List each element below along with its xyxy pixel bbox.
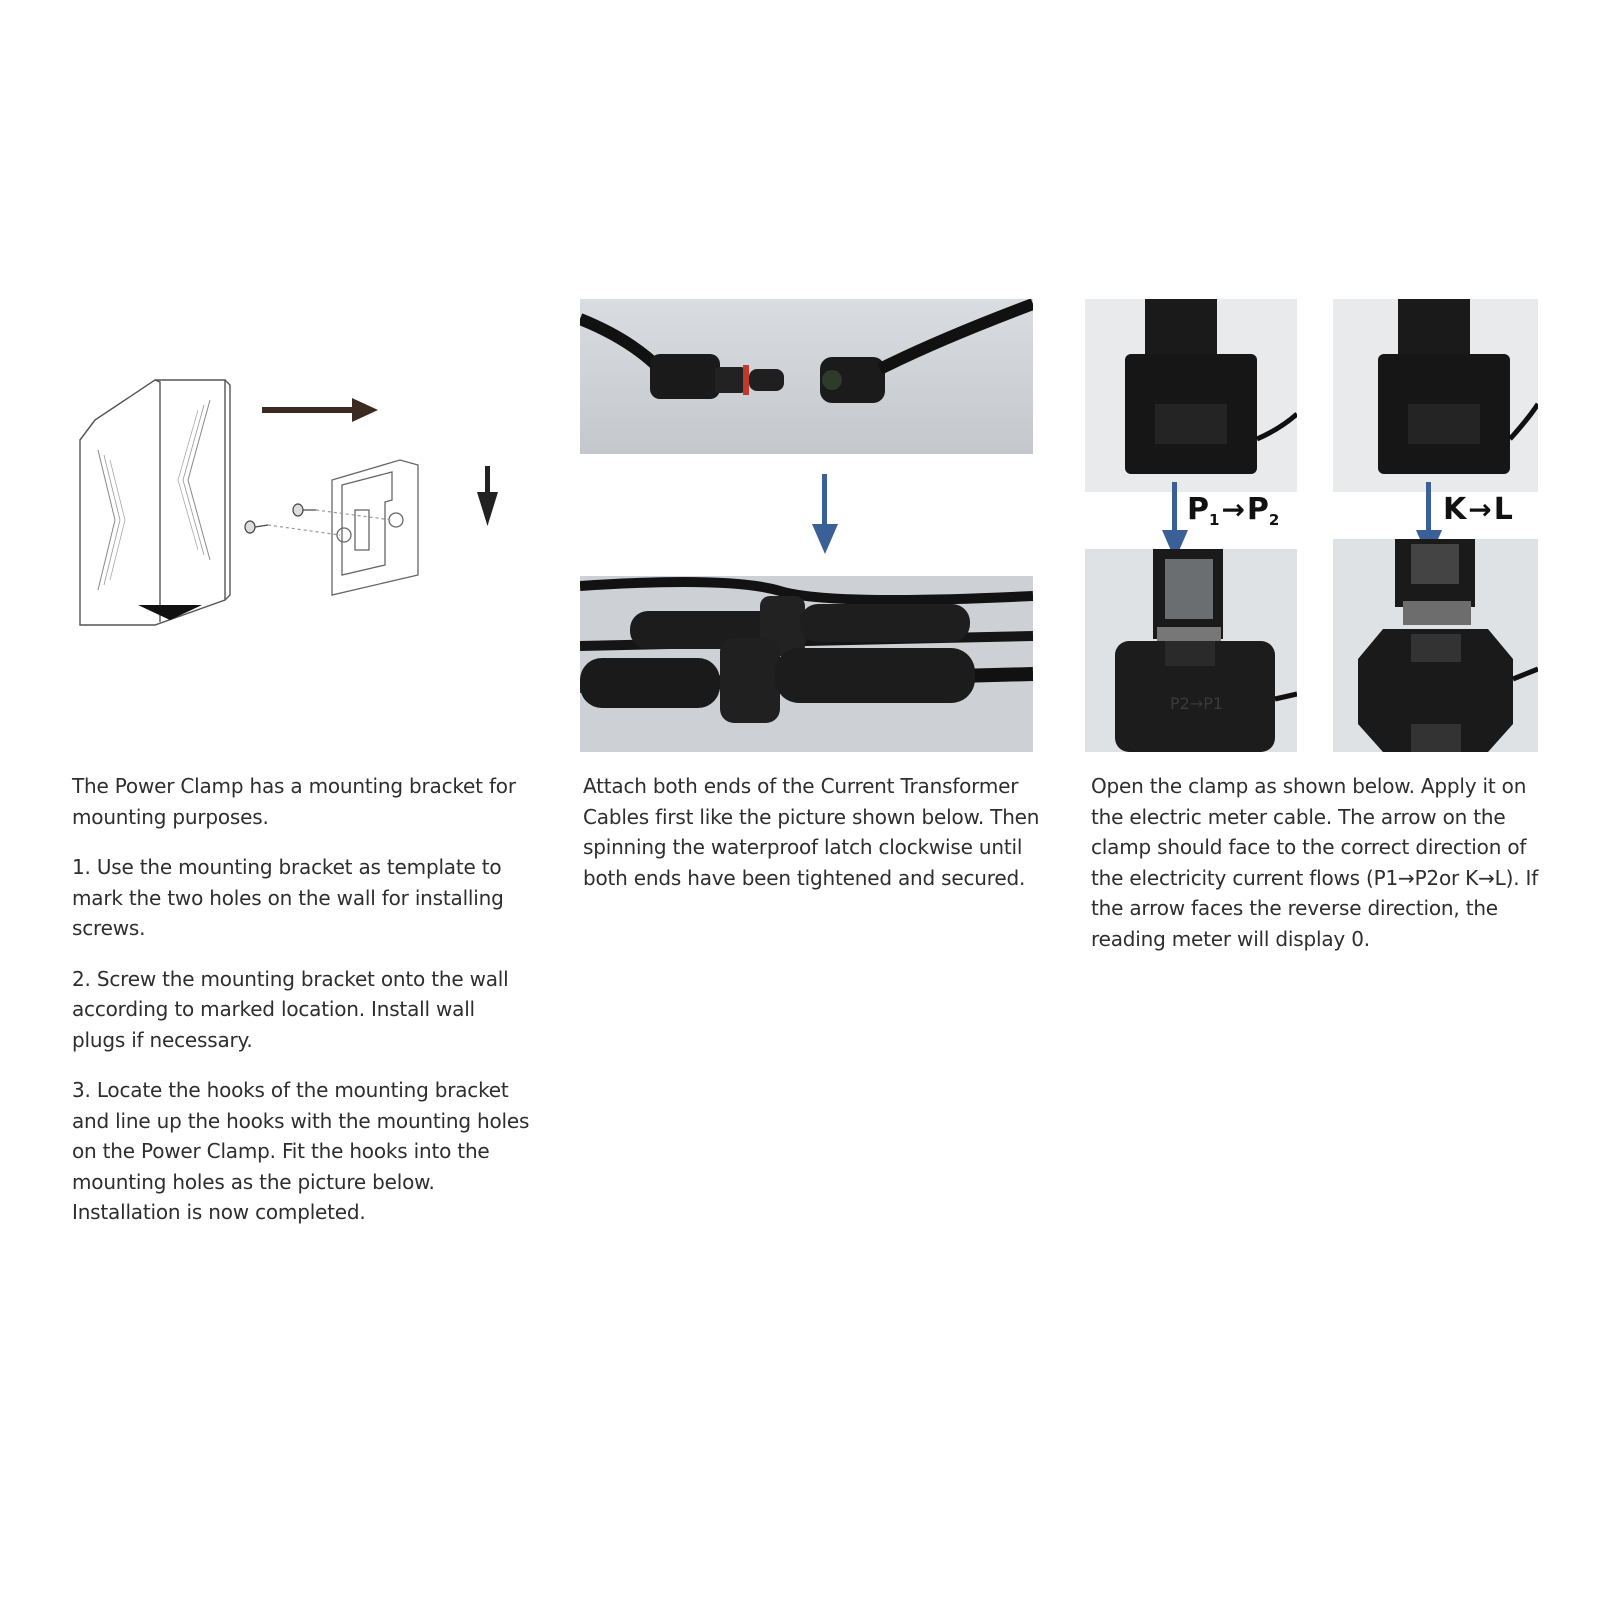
direction-label-k: K→L [1443, 492, 1513, 527]
clamp-photo-p-open [1085, 549, 1297, 752]
clamp-photo-p-closed [1085, 299, 1297, 492]
section3-paragraph: Open the clamp as shown below. Apply it on the electric meter cable. The arrow on the clamp should face to the correct direction of the electricity current flows (P1→P2or K→L). If the arrow faces the reverse direction, the reading meter will display 0. [1091, 774, 1539, 951]
mounting-diagram-svg [70, 360, 530, 660]
mounting-diagram [70, 360, 530, 660]
connector-photo-joined-svg [580, 576, 1033, 752]
section2-text [583, 771, 1043, 913]
section1-step1: 1. Use the mounting bracket as template to mark the two holes on the wall for installing screws. [72, 855, 504, 940]
connector-photo-separate-svg [580, 299, 1033, 454]
clamp-photo-k-open [1333, 539, 1538, 752]
section1-step3: 3. Locate the hooks of the mounting bracket and line up the hooks with the mounting holes on the Power Clamp. Fit the hooks into the mounting holes as the picture below. Installation is now completed. [72, 1078, 530, 1224]
down-arrow-blue-icon [810, 474, 840, 556]
direction-label-p: $P_1\to P_2$ [1187, 492, 1280, 529]
down-arrow-icon [477, 466, 498, 526]
clamp-bottom-triangle [138, 605, 202, 620]
section1-text [72, 771, 532, 1248]
connector-photo-separate [580, 299, 1033, 454]
right-arrow-icon [262, 398, 378, 422]
section3-text [1091, 771, 1551, 974]
section2-paragraph: Attach both ends of the Current Transformer Cables first like the picture shown below. Then spinning the waterproof latch clockwise until both ends have been tightened and secured. [583, 774, 1040, 890]
section1-step2: 2. Screw the mounting bracket onto the wall according to marked location. Install wall plugs if necessary. [72, 966, 509, 1052]
mounting-bracket-drawing [332, 460, 418, 595]
screw-drawing [245, 504, 392, 535]
clamp-photo-k-closed [1333, 299, 1538, 492]
clamp-marking-p: P2→P1 [1170, 694, 1224, 713]
connector-photo-joined [580, 576, 1033, 752]
power-clamp-drawing [80, 380, 230, 625]
section1-intro: The Power Clamp has a mounting bracket for mounting purposes. [72, 774, 516, 829]
